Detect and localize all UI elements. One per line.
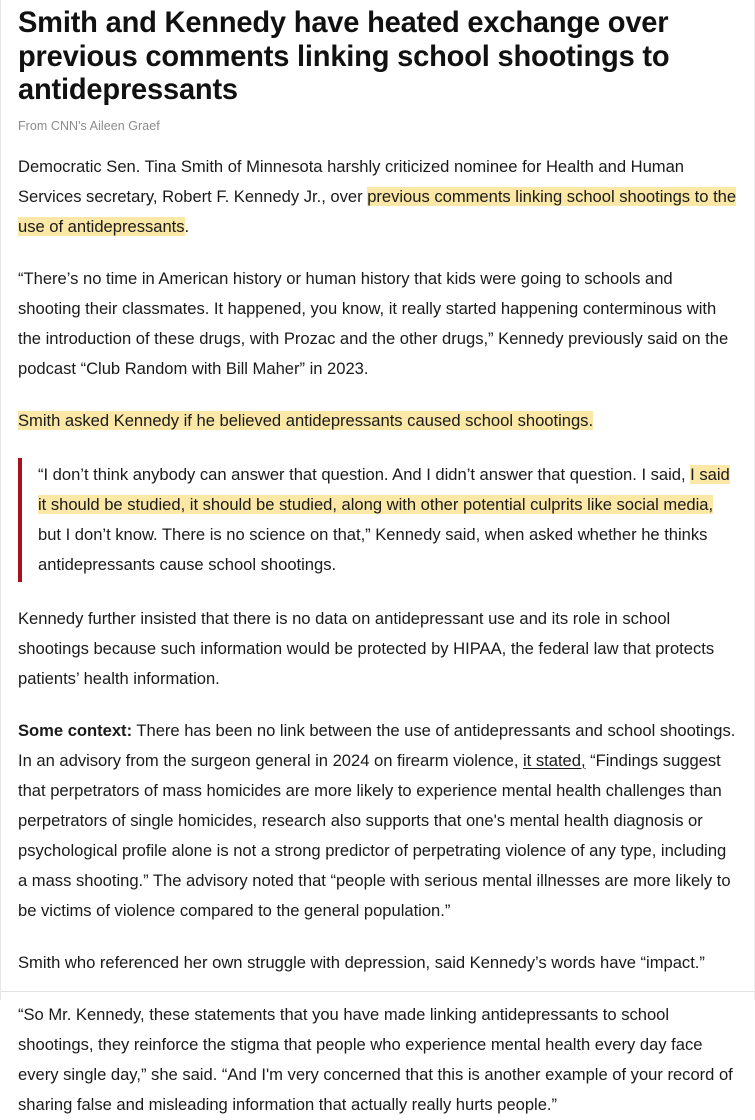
paragraph-7: “So Mr. Kennedy, these statements that you have made linking antidepressants to school shootings, they reinforce the stigma that people who experience mental health every day face every single day,” she said. “And I'm very concerned that this is another example of your record of sharing false and misleading information that actually really hurts people.” [18, 1004, 733, 1114]
highlight-3: I said it should be studied, it should be studied, along with other potential culprits like social media, [38, 464, 730, 514]
paragraph-5-part-1: There has been no link between the use of antidepressants and school shootings. In an advisory from the surgeon general in 2024 on firearm violence, [18, 720, 736, 770]
surgeon-general-advisory-link[interactable]: it stated, [523, 750, 586, 770]
paragraph-5-lead-in: Some context: [18, 720, 133, 740]
paragraph-5-part-2: “Findings suggest that perpetrators of mass homicides are more likely to experience mental health challenges than perpetrators of single homicides, research also supports that one's mental health diagnosis or psychological profile alone is not a strong predictor of perpetrating violence of any type, including a mass shooting.” The advisory noted that “people with serious mental illnesses are more likely to be victims of violence compared to the general population.” [18, 750, 731, 920]
pull-quote-before: “I don’t think anybody can answer that question. And I didn’t answer that question. I said, [38, 464, 691, 484]
paragraph-1-text-after: . [184, 216, 190, 236]
paragraph-2: “There’s no time in American history or human history that kids were going to schools and shooting their classmates. It happened, you know, it really started happening conterminous with the introduction of these drugs, with Prozac and the other drugs,” Kennedy previously said on the podcast “Club Random with Bill Maher” in 2023. [18, 268, 729, 378]
paragraph-6: Smith who referenced her own struggle with depression, said Kennedy’s words have “impact.” [18, 952, 705, 972]
paragraph-3 [18, 406, 737, 436]
article-content [1, 0, 754, 1120]
article-body [18, 152, 737, 1120]
paragraph-4: Kennedy further insisted that there is no data on antidepressant use and its role in school shootings because such information would be protected by HIPAA, the federal law that protects patients’ health information. [18, 608, 715, 688]
pull-quote-after: but I don’t know. There is no science on that,” Kennedy said, when asked whether he thinks antidepressants cause school shootings. [38, 524, 708, 574]
highlight-1: previous comments linking school shootings to the use of antidepressants [18, 186, 737, 236]
pull-quote [18, 458, 737, 582]
highlight-2: Smith asked Kennedy if he believed antidepressants caused school shootings. [18, 410, 594, 430]
page-title: Smith and Kennedy have heated exchange over previous comments linking school shootings to antidepressants [18, 6, 670, 106]
paragraph-1 [18, 152, 737, 242]
byline: From CNN's Aileen Graef [18, 118, 160, 133]
paragraph-1-text-before: Democratic Sen. Tina Smith of Minnesota harshly criticized nominee for Health and Human Services secretary, Robert F. Kennedy Jr., over [18, 156, 685, 206]
paragraph-5 [18, 716, 737, 926]
pull-quote-text [38, 460, 737, 580]
bottom-divider [1, 991, 754, 992]
